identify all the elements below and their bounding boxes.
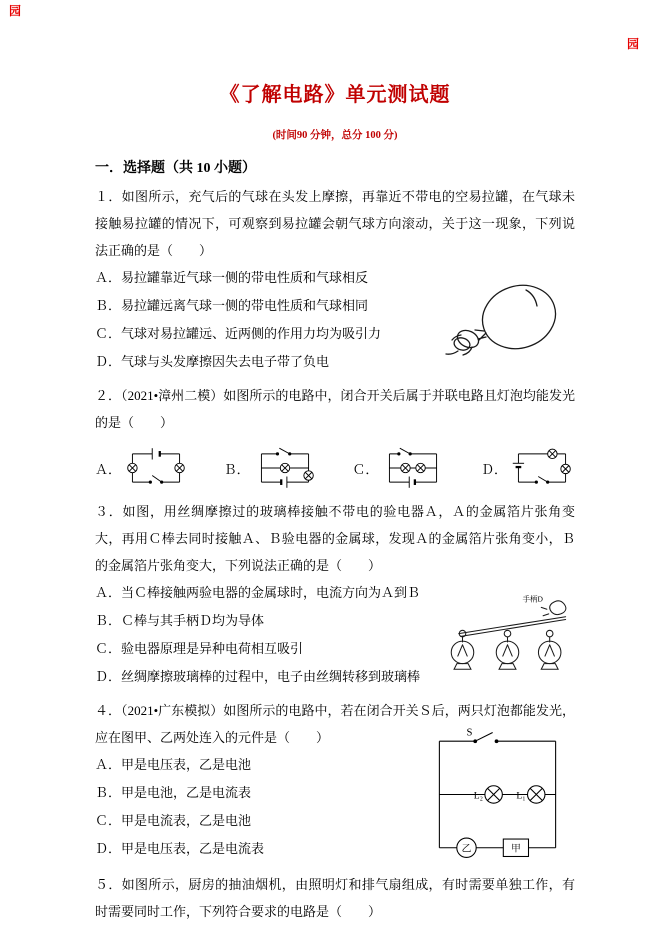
circuit-c-figure bbox=[380, 444, 446, 492]
question-2-option-d bbox=[481, 444, 575, 492]
meter-yi-label: 乙 bbox=[461, 843, 472, 855]
question-4-option-c: Ｃ．甲是电流表，乙是电池 bbox=[95, 813, 252, 828]
question-3-option-c: Ｃ．验电器原理是异种电荷相互吸引 bbox=[95, 641, 304, 656]
lamp-l1-label: L₁ bbox=[516, 790, 526, 802]
question-3-options bbox=[95, 579, 425, 691]
page-subtitle: (时间90 分钟，总分 100 分) bbox=[272, 130, 398, 141]
question-2-option-a bbox=[95, 444, 189, 492]
question-4-circuit-drawing bbox=[420, 723, 575, 865]
question-1-stem: １．如图所示，充气后的气球在头发上摩擦，再靠近不带电的空易拉罐，在气球未接触易拉罐的情况下，可观察到易拉罐会朝气球方向滚动，关于这一现象，下列说法正确的是（ ） bbox=[95, 189, 575, 258]
section-heading: 一．选择题（共 10 小题） bbox=[95, 161, 256, 176]
question-2-stem: ２．（2021•漳州二模）如图所示的电路中，闭合开关后属于并联电路且灯泡均能发光的是（ ） bbox=[95, 388, 575, 430]
question-4-options bbox=[95, 751, 420, 863]
question-2-option-c bbox=[352, 444, 446, 492]
page-title: 《了解电路》单元测试题 bbox=[219, 84, 451, 106]
circuit-b-figure bbox=[252, 444, 318, 492]
option-c-label: Ｃ． bbox=[352, 461, 379, 477]
question-2 bbox=[95, 382, 575, 492]
corner-mark-left: 园 bbox=[9, 4, 22, 18]
question-4-circuit-figure bbox=[420, 723, 575, 865]
question-3-stem: ３．如图，用丝绸摩擦过的玻璃棒接触不带电的验电器Ａ，Ａ的金属箔片张角变大，再用Ｃ棒去同时接触Ａ、Ｂ验电器的金属球，发现Ａ的金属箔片张角变小，Ｂ的金属箔片张角变大，下列说法正确的是（ ） bbox=[95, 504, 575, 573]
balloon-figure-drawing bbox=[425, 273, 575, 368]
option-b-label: Ｂ． bbox=[223, 461, 250, 477]
question-2-options bbox=[95, 444, 575, 492]
question-4-stem: ４．（2021•广东模拟）如图所示的电路中，若在闭合开关Ｓ后，两只灯泡都能发光，应在图甲、乙两处连入的元件是（ ） bbox=[95, 703, 575, 745]
question-4-option-d: Ｄ．甲是电压表，乙是电流表 bbox=[95, 841, 265, 856]
lamp-l2-label: L₂ bbox=[473, 790, 483, 802]
question-4-option-a: Ａ．甲是电压表，乙是电池 bbox=[95, 757, 252, 772]
question-1-option-c: Ｃ．气球对易拉罐远、近两侧的作用力均为吸引力 bbox=[95, 326, 382, 341]
balloon-figure bbox=[425, 273, 575, 368]
corner-mark-right: 园 bbox=[627, 37, 640, 51]
question-1-option-a: Ａ．易拉罐靠近气球一侧的带电性质和气球相反 bbox=[95, 270, 369, 285]
question-1-options bbox=[95, 264, 425, 376]
switch-label: S bbox=[466, 727, 473, 739]
option-a-label: Ａ． bbox=[95, 461, 122, 477]
question-3-option-b: Ｂ．Ｃ棒与其手柄Ｄ均为导体 bbox=[95, 613, 265, 628]
question-4 bbox=[95, 697, 575, 865]
question-4-option-b: Ｂ．甲是电池，乙是电流表 bbox=[95, 785, 252, 800]
option-d-label: Ｄ． bbox=[480, 461, 507, 477]
question-1 bbox=[95, 183, 575, 376]
question-3-option-d: Ｄ．丝绸摩擦玻璃棒的过程中，电子由丝绸转移到玻璃棒 bbox=[95, 669, 421, 684]
question-3 bbox=[95, 498, 575, 691]
electroscope-figure-drawing bbox=[425, 589, 575, 681]
handle-label: 手柄D bbox=[522, 594, 543, 604]
question-2-option-b bbox=[224, 444, 318, 492]
question-5 bbox=[95, 871, 575, 925]
circuit-d-figure bbox=[509, 444, 575, 492]
question-1-option-d: Ｄ．气球与头发摩擦因失去电子带了负电 bbox=[95, 354, 330, 369]
electroscope-figure bbox=[425, 589, 575, 681]
question-1-option-b: Ｂ．易拉罐远离气球一侧的带电性质和气球相同 bbox=[95, 298, 369, 313]
question-5-stem: ５．如图所示，厨房的抽油烟机，由照明灯和排气扇组成，有时需要单独工作，有时需要同时工作，下列符合要求的电路是（ ） bbox=[95, 877, 575, 919]
question-3-option-a: Ａ．当Ｃ棒接触两验电器的金属球时，电流方向为Ａ到Ｂ bbox=[95, 585, 421, 600]
meter-jia-label: 甲 bbox=[511, 843, 521, 855]
circuit-a-figure bbox=[123, 444, 189, 492]
